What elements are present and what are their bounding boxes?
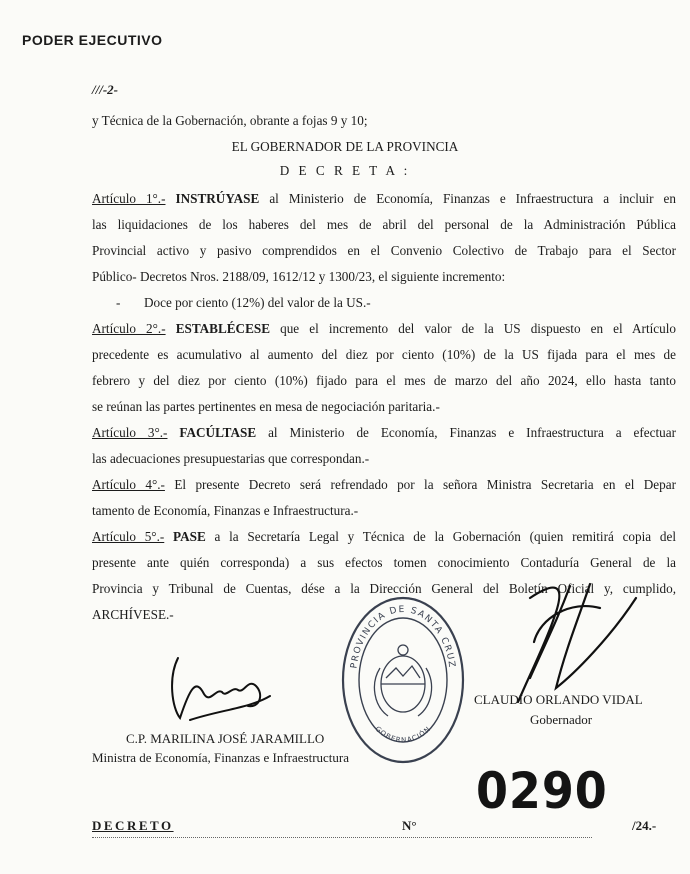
article-3-line-1 <box>92 425 676 441</box>
minister-signature <box>160 648 280 728</box>
article-3-text: al Ministerio de Economía, Finanzas e Infraestructura a efectuar <box>268 425 677 440</box>
minister-title: Ministra de Economía, Finanzas e Infraestructura <box>92 750 350 765</box>
decree-number: 0290 <box>476 762 608 820</box>
governor-heading: EL GOBERNADOR DE LA PROVINCIA <box>231 139 459 154</box>
article-2-label: Artículo 2°.- <box>92 321 166 336</box>
article-5-label: Artículo 5°.- <box>92 529 165 544</box>
article-4-line-1 <box>92 477 676 493</box>
article-4-text: El presente Decreto será refrendado por la señora Ministra Secretaria en el Depar <box>174 477 676 492</box>
letterhead: PODER EJECUTIVO <box>22 32 163 48</box>
seal-top-text: PROVINCIA DE SANTA CRUZ <box>349 604 457 670</box>
article-4-line-2: tamento de Economía, Finanzas e Infraestructura.- <box>92 503 359 518</box>
footer-rule <box>92 836 592 838</box>
coat-of-arms-icon <box>374 645 431 716</box>
article-2-line-3: febrero y del diez por ciento (10%) fijado para el mes de marzo del año 2024, ello hasta tanto <box>92 373 676 388</box>
article-1-line-4: Público- Decretos Nros. 2188/09, 1612/12 y 1300/23, el siguiente incremento: <box>92 269 506 284</box>
decreta-heading: D E C R E T A : <box>279 163 411 178</box>
article-5-text: a la Secretaría Legal y Técnica de la Gobernación (quien remitirá copia del <box>214 529 676 544</box>
official-seal <box>336 588 470 768</box>
bullet-text: Doce por ciento (12%) del valor de la US.- <box>144 295 371 310</box>
article-5-line-4: ARCHÍVESE.- <box>92 607 174 622</box>
footer-year: /24.- <box>632 818 657 833</box>
page-number: ///-2- <box>92 82 118 97</box>
continuation-text: y Técnica de la Gobernación, obrante a fojas 9 y 10; <box>92 113 368 128</box>
bullet-dash: - <box>116 295 121 310</box>
governor-title: Gobernador <box>530 712 593 727</box>
article-5-verb: PASE <box>173 529 206 544</box>
article-1-line-2: las liquidaciones de los haberes del mes de abril del personal de la Administración Pública <box>92 217 676 232</box>
decreto-label: DECRETO <box>92 818 174 833</box>
article-3-verb: FACÚLTASE <box>179 425 257 440</box>
article-5-line-1 <box>92 529 676 545</box>
svg-text:GOBERNACIÓN <box>373 725 432 745</box>
article-1-label: Artículo 1°.- <box>92 191 166 206</box>
article-2-verb: ESTABLÉCESE <box>175 321 270 336</box>
article-4-label: Artículo 4°.- <box>92 477 165 492</box>
minister-name: C.P. MARILINA JOSÉ JARAMILLO <box>126 731 325 746</box>
article-2-text: que el incremento del valor de la US dispuesto en el Artículo <box>280 321 676 336</box>
article-3-label: Artículo 3°.- <box>92 425 168 440</box>
article-2-line-1 <box>92 321 676 337</box>
article-2-line-4: se reúnan las partes pertinentes en mesa de negociación paritaria.- <box>92 399 440 414</box>
article-1-text: al Ministerio de Economía, Finanzas e Infraestructura a incluir en <box>269 191 676 206</box>
article-1-line-1 <box>92 191 676 207</box>
article-5-line-2: presente ante quién corresponda) a sus efectos tomen conocimiento Contaduría General de la <box>92 555 676 570</box>
footer-numero: N° <box>402 818 417 833</box>
governor-name: CLAUDIO ORLANDO VIDAL <box>474 692 643 707</box>
article-1-verb: INSTRÚYASE <box>175 191 260 206</box>
article-1-line-3: Provincial activo y pasivo comprendidos en el Convenio Colectivo de Trabajo para el Sector <box>92 243 676 258</box>
article-3-line-2: las adecuaciones presupuestarias que correspondan.- <box>92 451 370 466</box>
seal-bottom-text: GOBERNACIÓN <box>373 724 433 745</box>
article-2-line-2: precedente es acumulativo al aumento del diez por ciento (10%) de la US fijada para el mes de <box>92 347 676 362</box>
article-5-line-3: Provincia y Tribunal de Cuentas, dése a la Dirección General del Boletín Oficial y, cumplido, <box>92 581 676 596</box>
footer-decreto <box>92 818 174 834</box>
article-1-bullet <box>92 295 371 311</box>
